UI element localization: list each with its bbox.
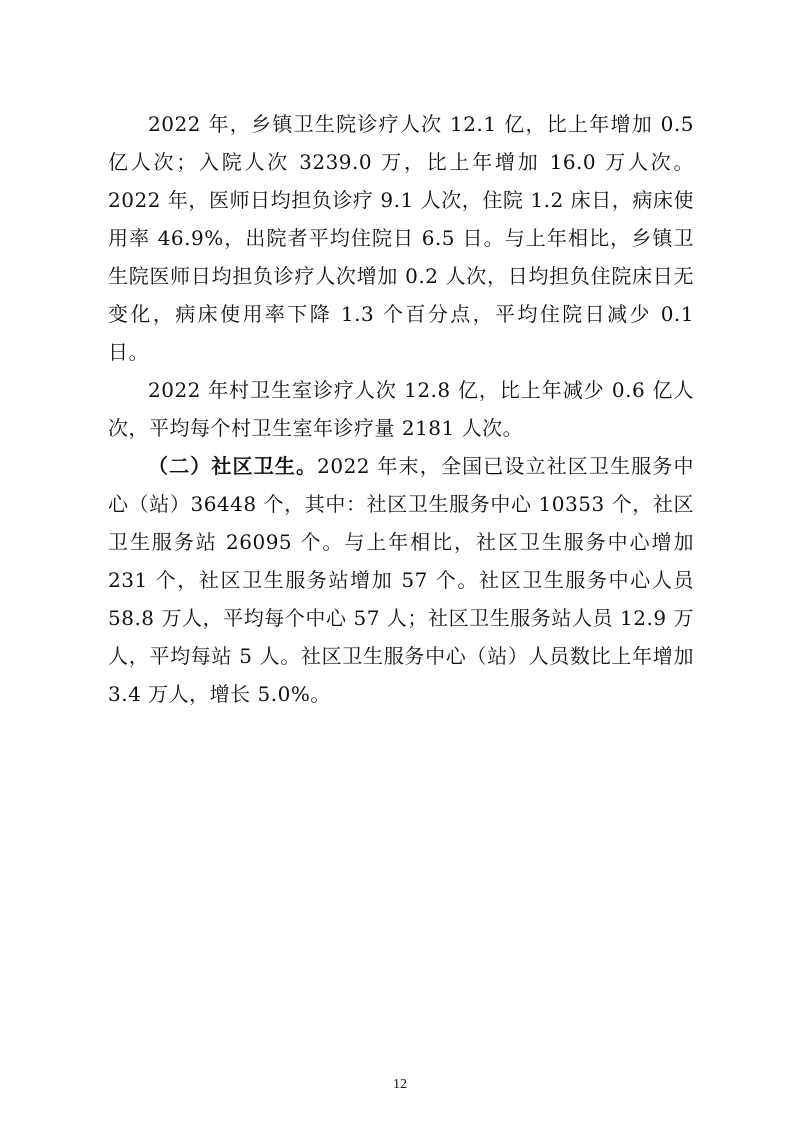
page-number: 12	[393, 1077, 407, 1092]
paragraph-text: 2022 年村卫生室诊疗人次 12.8 亿，比上年减少 0.6 亿人次，平均每个村卫生室年诊疗量 2181 人次。	[108, 378, 694, 440]
paragraph-text: 2022 年，乡镇卫生院诊疗人次 12.1 亿，比上年增加 0.5 亿人次；入院人次 3239.0 万，比上年增加 16.0 万人次。2022 年，医师日均担负诊疗 9.1 人次，住院 1.2 床日，病床使用率 46.9%，出院者平均住院日 6.5 日。与上年相比，乡镇卫生院医师日均担负诊疗人次增加 0.2 人次，日均担负住院床日无变化，病床使用率下降 1.3 个百分点，平均住院日减少 0.1 日。	[108, 112, 694, 364]
section-heading: （二）社区卫生。	[148, 454, 318, 478]
body-text	[108, 105, 694, 713]
paragraph-township-hospitals	[108, 105, 694, 371]
paragraph-text: 2022 年末，全国已设立社区卫生服务中心（站）36448 个，其中：社区卫生服务中心 10353 个，社区卫生服务站 26095 个。与上年相比，社区卫生服务中心增加 231 个，社区卫生服务站增加 57 个。社区卫生服务中心人员 58.8 万人，平均每个中心 57 人；社区卫生服务站人员 12.9 万人，平均每站 5 人。社区卫生服务中心（站）人员数比上年增加 3.4 万人，增长 5.0%。	[108, 454, 694, 706]
paragraph-village-clinics	[108, 371, 694, 447]
paragraph-community-health	[108, 447, 694, 713]
